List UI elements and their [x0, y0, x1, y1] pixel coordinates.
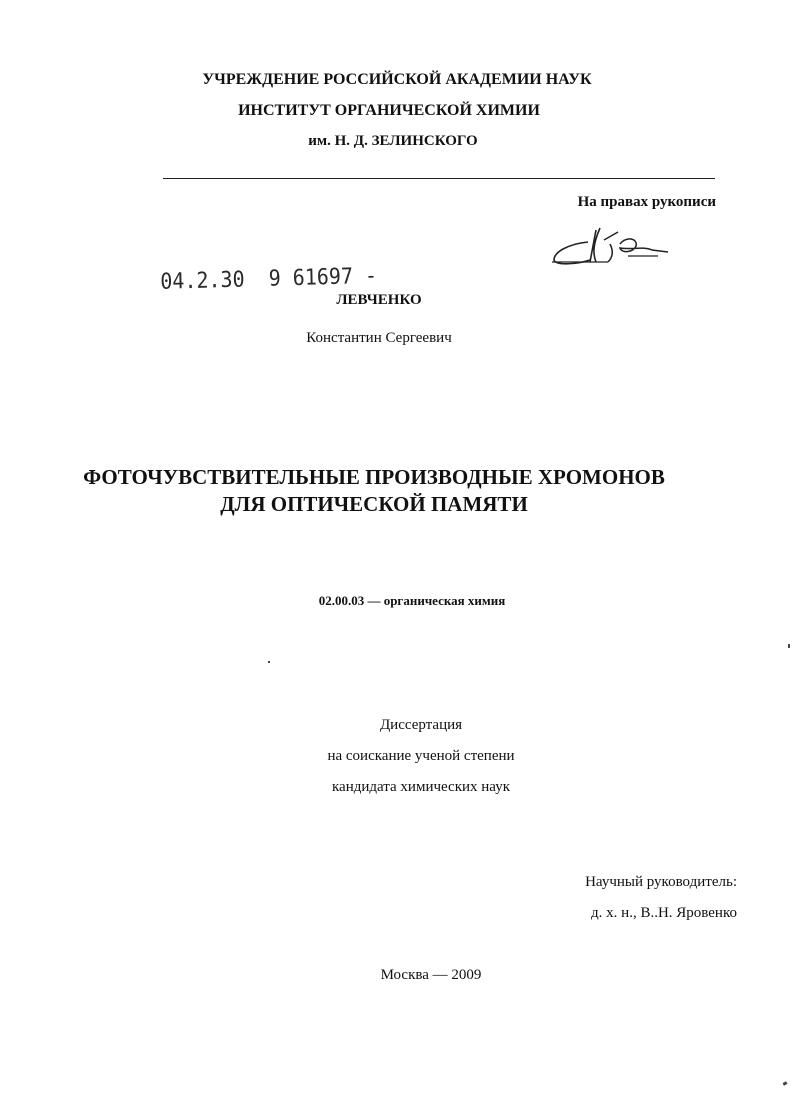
thesis-title-line2: ДЛЯ ОПТИЧЕСКОЙ ПАМЯТИ	[220, 492, 528, 516]
dissertation-label: Диссертация	[379, 717, 463, 733]
place-year: Москва — 2009	[380, 967, 482, 983]
signature-icon	[548, 222, 678, 277]
stamp-number: 9 61697 -	[268, 261, 378, 292]
author-name: Константин Сергеевич	[306, 330, 452, 346]
header-divider	[163, 178, 715, 179]
scan-speck	[783, 1081, 788, 1086]
rights-notice: На правах рукописи	[577, 194, 716, 210]
scan-speck	[268, 661, 270, 663]
institute-name-line: им. Н. Д. ЗЕЛИНСКОГО	[308, 133, 478, 149]
thesis-title-line1: ФОТОЧУВСТВИТЕЛЬНЫЕ ПРОИЗВОДНЫЕ ХРОМОНОВ	[83, 465, 665, 489]
author-surname: ЛЕВЧЕНКО	[336, 292, 422, 308]
institution-line: УЧРЕЖДЕНИЕ РОССИЙСКОЙ АКАДЕМИИ НАУК	[202, 71, 592, 88]
stamp-date: 04.2.30	[160, 265, 245, 295]
scan-speck	[788, 644, 790, 648]
supervisor-label: Научный руководитель:	[585, 874, 737, 890]
institute-line: ИНСТИТУТ ОРГАНИЧЕСКОЙ ХИМИИ	[238, 102, 540, 119]
supervisor-name: д. х. н., В..Н. Яровенко	[591, 905, 737, 921]
dissertation-field: кандидата химических наук	[331, 779, 510, 795]
registration-stamp	[160, 262, 377, 295]
specialty: 02.00.03 — органическая химия	[318, 593, 506, 608]
dissertation-degree: на соискание ученой степени	[327, 748, 515, 764]
